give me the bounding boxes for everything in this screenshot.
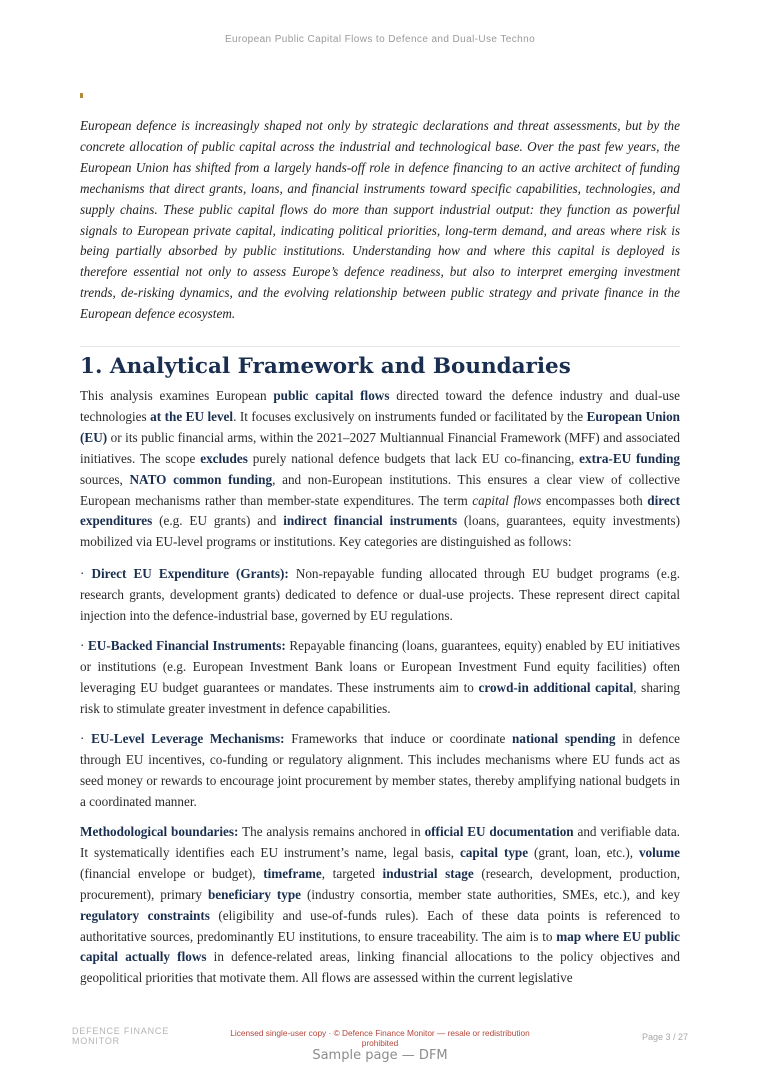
accent-mark	[80, 93, 83, 98]
bullet-item-direct-expenditure: · Direct EU Expenditure (Grants): Non-repayable funding allocated through EU budget programs (e.g. research grants, development grants) dedicated to defence or dual-use projects. These represent direct capital injection into the defence-industrial base, governed by EU regulations.	[80, 566, 680, 623]
bullet-term: EU-Backed Financial Instruments:	[88, 638, 286, 653]
bold-term: volume	[638, 844, 680, 860]
bold-term: NATO common funding	[129, 471, 273, 487]
bullet-marker: ·	[80, 566, 85, 581]
bold-term: timeframe	[263, 865, 322, 881]
bullet-item-financial-instruments: · EU-Backed Financial Instruments: Repayable financing (loans, guarantees, equity) enabled by EU initiatives or institutions (e.g. European Investment Bank loans or European Investment Fund equity facilities) often leveraging EU budget guarantees or mandates. These instruments aim to crowd-in additional capital, sharing risk to stimulate greater investment in defence capabilities.	[80, 638, 681, 716]
bold-term: map where EU public capital actually flows	[80, 928, 680, 965]
section-title: 1. Analytical Framework and Boundaries	[80, 354, 571, 379]
bold-term: industrial stage	[382, 865, 474, 881]
bold-term: excludes	[200, 450, 248, 466]
methodology-paragraph: Methodological boundaries: The analysis remains anchored in official EU documentation and verifiable data. It systematically identifies each EU instrument’s name, legal basis, capital type (grant, loan, etc.), volume (financial envelope or budget), timeframe, targeted industrial stage (research, development, production, procurement), primary beneficiary type (industry consortia, member state authorities, SMEs, etc.), and key regulatory constraints (eligibility and use-of-funds rules). Each of these data points is referenced to authoritative sources, predominantly EU institutions, to ensure traceability. The aim is to map where EU public capital actually flows in defence-related areas, linking financial allocations to the policy objectives and geopolitical priorities that motivate them. All flows are assessed within the current legislative	[80, 824, 681, 986]
bullet-term: EU-Level Leverage Mechanisms:	[91, 731, 285, 746]
footer-license-notice: Licensed single-user copy · © Defence Finance Monitor — resale or redistribution prohibited	[230, 1028, 530, 1048]
section-divider	[80, 346, 680, 347]
bold-term: Methodological boundaries:	[80, 824, 239, 839]
bold-term: capital type	[459, 844, 529, 860]
italic-term: capital flows	[472, 492, 542, 508]
bold-term: public capital flows	[273, 388, 390, 403]
bold-term: European Union (EU)	[80, 408, 681, 445]
bold-term: beneficiary type	[207, 886, 302, 902]
bold-term: indirect financial instruments	[283, 513, 458, 529]
bold-term: national spending	[512, 731, 616, 746]
footer-brand-line2: MONITOR	[72, 1035, 120, 1046]
bold-term: at the EU level	[150, 408, 234, 424]
footer-brand	[72, 1027, 212, 1046]
bullet-term: Direct EU Expenditure (Grants):	[91, 566, 289, 581]
footer-page-number: Page 3 / 27	[641, 1032, 688, 1042]
intro-paragraph: European defence is increasingly shaped not only by strategic declarations and threat assessments, but by the concrete allocation of public capital across the industrial and technological base. Over the past few years, the European Union has shifted from a largely hands-off role in defence financing to an active architect of funding mechanisms that direct grants, loans, and financial instruments toward specific capabilities, technologies, and supply chains. These public capital flows do more than support industrial output: they function as powerful signals to European private capital, indicating political priorities, long-term demand, and areas where risk is being partially absorbed by public institutions. Understanding how and where this capital is deployed is therefore essential not only to assess Europe’s defence readiness, but also to interpret emerging investment trends, de-risking dynamics, and the evolving relationship between public strategy and private finance in the European defence ecosystem.	[80, 118, 680, 322]
bullet-marker: ·	[80, 638, 85, 653]
sample-page-stamp: Sample page — DFM	[312, 1048, 448, 1063]
scope-paragraph: This analysis examines European public capital flows directed toward the defence industry and dual-use technologies at the EU level. It focuses exclusively on instruments funded or facilitated by the European Union (EU) or its public financial arms, within the 2021–2027 Multiannual Financial Framework (MFF) and associated initiatives. The scope excludes purely national defence budgets that lack EU co-financing, extra-EU funding sources, NATO common funding, and non-European institutions. This ensures a clear view of collective European mechanisms rather than member-state expenditures. The term capital flows encompasses both direct expenditures (e.g. EU grants) and indirect financial instruments (loans, guarantees, equity investments) mobilized via EU-level programs or institutions. Key categories are distinguished as follows:	[80, 388, 681, 550]
bold-term: regulatory constraints	[80, 907, 210, 923]
running-header: European Public Capital Flows to Defence and Dual-Use Techno	[224, 34, 536, 45]
bold-term: official EU documentation	[424, 824, 574, 839]
bullet-item-leverage-mechanisms: · EU-Level Leverage Mechanisms: Frameworks that induce or coordinate national spending in defence through EU incentives, co-funding or regulatory alignment. This includes mechanisms where EU funds act as seed money or rewards to encourage joint procurement by member states, thereby amplifying national budgets in a coordinated manner.	[80, 731, 681, 809]
bullet-marker: ·	[80, 731, 85, 746]
bold-term: extra-EU funding	[579, 450, 680, 466]
bold-term: direct expenditures	[80, 492, 681, 529]
bold-term: crowd-in additional capital	[478, 679, 634, 695]
footer-brand-line1: DEFENCE FINANCE	[72, 1026, 170, 1036]
